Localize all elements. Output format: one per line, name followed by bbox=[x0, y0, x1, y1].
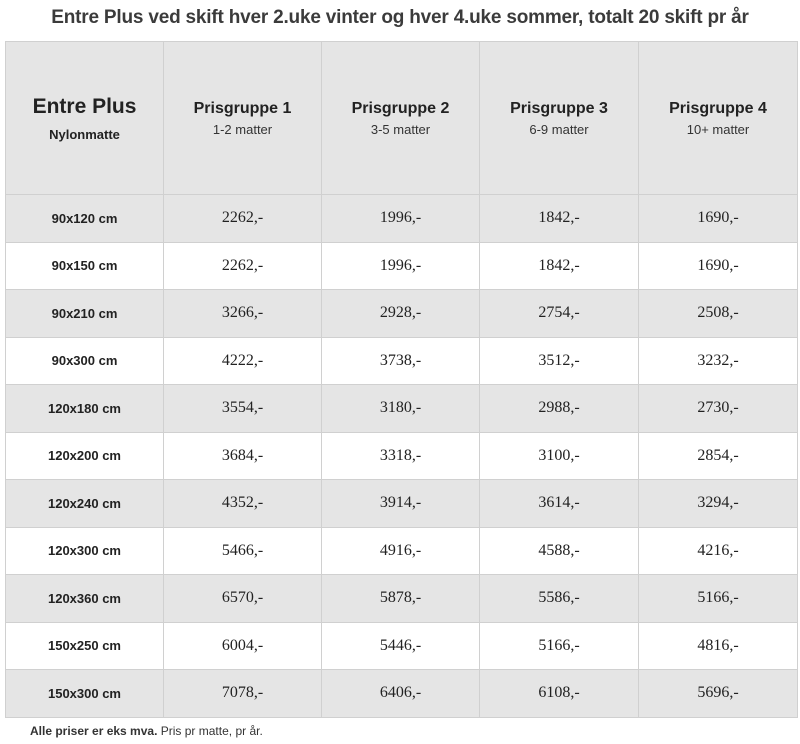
size-cell: 120x240 cm bbox=[6, 480, 164, 528]
price-cell: 3232,- bbox=[639, 337, 798, 385]
price-cell: 5466,- bbox=[164, 527, 322, 575]
table-header-row bbox=[6, 42, 798, 195]
price-cell: 5586,- bbox=[480, 575, 639, 623]
price-cell: 6570,- bbox=[164, 575, 322, 623]
price-cell: 5446,- bbox=[322, 622, 480, 670]
size-cell: 150x250 cm bbox=[6, 622, 164, 670]
price-group-name: Prisgruppe 4 bbox=[669, 100, 767, 117]
table-row bbox=[6, 290, 798, 338]
product-material: Nylonmatte bbox=[49, 127, 120, 142]
table-row bbox=[6, 527, 798, 575]
size-cell: 90x150 cm bbox=[6, 242, 164, 290]
price-group-header bbox=[639, 42, 798, 195]
price-cell: 4352,- bbox=[164, 480, 322, 528]
table-row bbox=[6, 480, 798, 528]
price-cell: 5166,- bbox=[480, 622, 639, 670]
product-name: Entre Plus bbox=[32, 95, 137, 118]
price-cell: 4216,- bbox=[639, 527, 798, 575]
price-cell: 5878,- bbox=[322, 575, 480, 623]
price-cell: 3294,- bbox=[639, 480, 798, 528]
price-cell: 2262,- bbox=[164, 242, 322, 290]
table-row bbox=[6, 432, 798, 480]
price-cell: 1842,- bbox=[480, 195, 639, 243]
price-cell: 4916,- bbox=[322, 527, 480, 575]
size-cell: 120x300 cm bbox=[6, 527, 164, 575]
price-cell: 6108,- bbox=[480, 670, 639, 718]
price-cell: 2854,- bbox=[639, 432, 798, 480]
price-cell: 4222,- bbox=[164, 337, 322, 385]
price-cell: 3684,- bbox=[164, 432, 322, 480]
price-cell: 2988,- bbox=[480, 385, 639, 433]
price-group-header bbox=[164, 42, 322, 195]
price-cell: 3738,- bbox=[322, 337, 480, 385]
size-cell: 90x210 cm bbox=[6, 290, 164, 338]
size-cell: 120x360 cm bbox=[6, 575, 164, 623]
price-cell: 2730,- bbox=[639, 385, 798, 433]
price-cell: 3512,- bbox=[480, 337, 639, 385]
footnote-text: Pris pr matte, pr år. bbox=[157, 724, 263, 738]
price-group-header bbox=[322, 42, 480, 195]
price-cell: 6406,- bbox=[322, 670, 480, 718]
price-cell: 4588,- bbox=[480, 527, 639, 575]
price-group-name: Prisgruppe 1 bbox=[193, 100, 292, 117]
price-group-range: 1-2 matter bbox=[212, 122, 273, 137]
price-group-range: 3-5 matter bbox=[370, 122, 431, 137]
table-row bbox=[6, 575, 798, 623]
price-cell: 4816,- bbox=[639, 622, 798, 670]
price-cell: 3266,- bbox=[164, 290, 322, 338]
size-cell: 120x180 cm bbox=[6, 385, 164, 433]
price-group-name: Prisgruppe 2 bbox=[351, 100, 450, 117]
price-cell: 5166,- bbox=[639, 575, 798, 623]
page-title: Entre Plus ved skift hver 2.uke vinter og hver 4.uke sommer, totalt 20 skift pr år bbox=[51, 7, 749, 28]
price-cell: 1996,- bbox=[322, 242, 480, 290]
footnote-strong: Alle priser er eks mva. bbox=[30, 724, 158, 738]
price-cell: 1690,- bbox=[639, 195, 798, 243]
table-row bbox=[6, 385, 798, 433]
price-cell: 6004,- bbox=[164, 622, 322, 670]
table-body bbox=[6, 195, 798, 718]
table-row bbox=[6, 242, 798, 290]
price-cell: 3614,- bbox=[480, 480, 639, 528]
price-cell: 2754,- bbox=[480, 290, 639, 338]
size-cell: 90x120 cm bbox=[6, 195, 164, 243]
price-group-range: 6-9 matter bbox=[529, 122, 589, 137]
price-group-name: Prisgruppe 3 bbox=[510, 100, 608, 117]
price-group-range: 10+ matter bbox=[686, 122, 750, 137]
table-corner-header bbox=[6, 42, 164, 195]
price-cell: 3554,- bbox=[164, 385, 322, 433]
price-cell: 2262,- bbox=[164, 195, 322, 243]
footnote bbox=[30, 724, 263, 738]
size-cell: 90x300 cm bbox=[6, 337, 164, 385]
price-cell: 3100,- bbox=[480, 432, 639, 480]
size-cell: 150x300 cm bbox=[6, 670, 164, 718]
table-row bbox=[6, 337, 798, 385]
price-cell: 1842,- bbox=[480, 242, 639, 290]
table-row bbox=[6, 195, 798, 243]
price-cell: 3318,- bbox=[322, 432, 480, 480]
price-cell: 7078,- bbox=[164, 670, 322, 718]
table-row bbox=[6, 622, 798, 670]
price-cell: 5696,- bbox=[639, 670, 798, 718]
price-cell: 2928,- bbox=[322, 290, 480, 338]
table-row bbox=[6, 670, 798, 718]
price-cell: 1996,- bbox=[322, 195, 480, 243]
price-cell: 3180,- bbox=[322, 385, 480, 433]
price-group-header bbox=[480, 42, 639, 195]
price-table bbox=[5, 41, 798, 718]
price-cell: 2508,- bbox=[639, 290, 798, 338]
price-cell: 3914,- bbox=[322, 480, 480, 528]
price-cell: 1690,- bbox=[639, 242, 798, 290]
size-cell: 120x200 cm bbox=[6, 432, 164, 480]
